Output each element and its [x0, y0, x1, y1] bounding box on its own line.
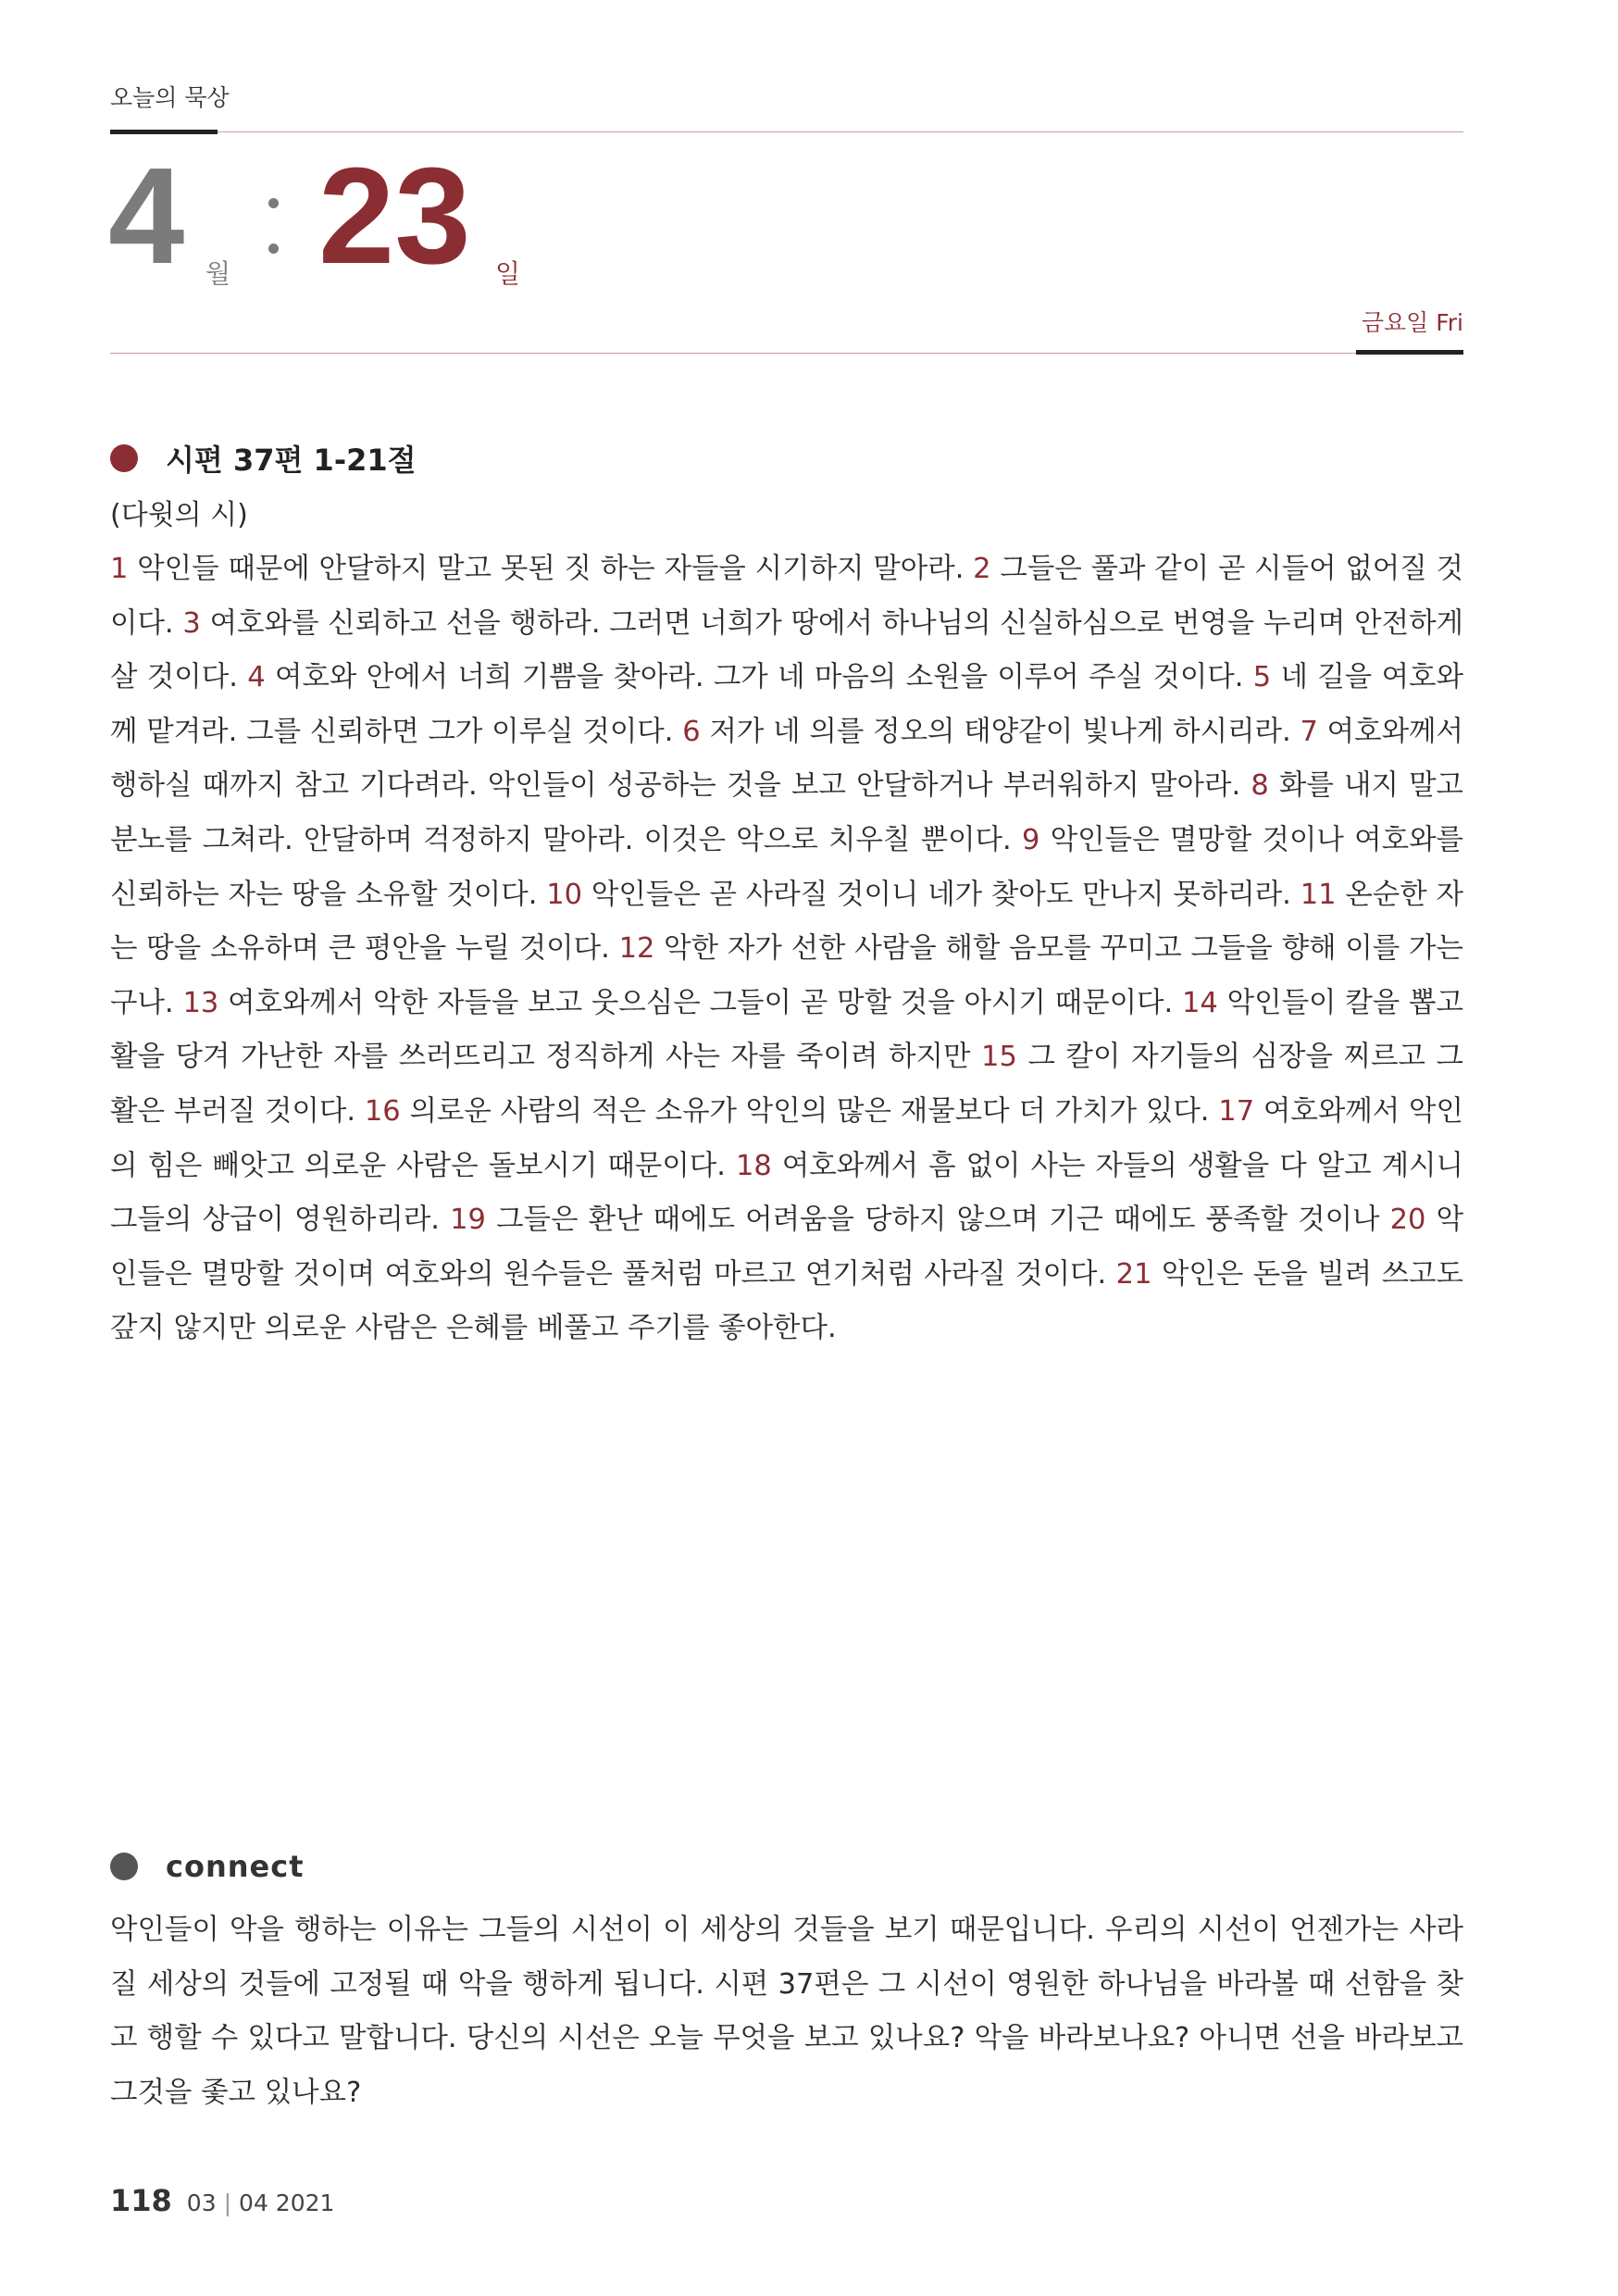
reading-heading	[110, 437, 417, 480]
verse-text: 그 칼이 자기들의 심장을 찌르고 그 활은 부러질 것이다.	[110, 1041, 1463, 1128]
top-rule	[110, 131, 1463, 132]
verse-text: 여호와께서 악한 자들을 보고 웃으심은 그들이 곧 망할 것을 아시기 때문이다.	[228, 986, 1174, 1019]
verse-number: 6	[682, 715, 701, 748]
verse-text: 여호와께서 행하실 때까지 참고 기다려라. 악인들이 성공하는 것을 보고 안달하거나 부러워하지 말아라.	[110, 715, 1463, 803]
reading-title: 시편 37편 1-21절	[166, 443, 417, 478]
day-number: 23	[318, 140, 471, 293]
verse-text: 악인들은 곧 사라질 것이니 네가 찾아도 만나지 못하리라.	[591, 878, 1291, 911]
top-accent-bar	[110, 130, 218, 134]
verse-number: 17	[1218, 1094, 1255, 1128]
verse-text: 그들은 환난 때에도 어려움을 당하지 않으며 기근 때에도 풍족할 것이나	[496, 1204, 1380, 1237]
verse-number: 1	[110, 553, 129, 585]
verse-text: 온순한 자는 땅을 소유하며 큰 평안을 누릴 것이다.	[110, 878, 1463, 966]
verse-number: 19	[450, 1204, 486, 1237]
verse-number: 7	[1300, 715, 1318, 748]
verse-number: 4	[247, 661, 266, 694]
issue-separator: |	[223, 2190, 232, 2216]
verse-text: 네 길을 여호와께 맡겨라. 그를 신뢰하면 그가 이루실 것이다.	[110, 661, 1463, 748]
issue-end: 04 2021	[239, 2190, 335, 2216]
month-number: 4	[108, 140, 185, 293]
verse-number: 5	[1252, 661, 1272, 694]
month-unit: 월	[205, 258, 231, 289]
verse-number: 2	[973, 553, 991, 585]
connect-body: 악인들이 악을 행하는 이유는 그들의 시선이 이 세상의 것들을 보기 때문입니다. 우리의 시선이 언젠가는 사라질 세상의 것들에 고정될 때 악을 행하게 됩니다. 시편 37편은 그 시선이 영원한 하나님을 바라볼 때 선함을 찾고 행할 수 있다고 말합니다. 당신의 시선은 오늘 무엇을 보고 있나요? 악을 바라보나요? 아니면 선을 바라보고 그것을 좇고 있나요?	[110, 1914, 1463, 2109]
issue-start: 03	[186, 2190, 217, 2216]
bullet-icon	[110, 1853, 138, 1880]
verse-text: 여호와께서 악인의 힘은 빼앗고 의로운 사람은 돌보시기 때문이다.	[110, 1094, 1463, 1182]
verse-text: 악인들은 멸망할 것이나 여호와를 신뢰하는 자는 땅을 소유할 것이다.	[110, 823, 1463, 911]
section-label: 오늘의 묵상	[110, 84, 230, 111]
verse-text: 저가 네 의를 정오의 태양같이 빛나게 하시리라.	[709, 715, 1291, 748]
verse-number: 15	[981, 1041, 1017, 1074]
verse-number: 14	[1182, 986, 1218, 1019]
verse-text: 악한 자가 선한 사람을 해할 음모를 꾸미고 그들을 향해 이를 가는구나.	[110, 932, 1463, 1019]
day-unit: 일	[495, 258, 521, 289]
verse-text: 악인들이 칼을 뽑고 활을 당겨 가난한 자를 쓰러뜨리고 정직하게 사는 자를 죽이려 하지만	[110, 986, 1463, 1074]
verse-number: 11	[1300, 878, 1337, 911]
verse-number: 3	[182, 606, 201, 640]
date-colon	[268, 198, 281, 289]
header-divider	[110, 353, 1463, 354]
verse-number: 13	[182, 986, 219, 1019]
page-footer	[110, 2183, 334, 2218]
verses-text	[110, 543, 1463, 1356]
connect-heading	[110, 1849, 304, 1884]
verse-text: 의로운 사람의 적은 소유가 악인의 많은 재물보다 더 가치가 있다.	[409, 1094, 1210, 1128]
verse-number: 18	[735, 1149, 772, 1182]
verse-text: 여호와께서 흠 없이 사는 자들의 생활을 다 알고 계시니 그들의 상급이 영원하리라.	[110, 1149, 1464, 1237]
verse-number: 9	[1022, 823, 1040, 856]
reading-subtitle: (다윗의 시)	[110, 499, 248, 531]
verse-number: 12	[618, 932, 655, 966]
page-number: 118	[110, 2183, 172, 2218]
verse-number: 10	[546, 878, 583, 911]
verse-number: 16	[364, 1094, 401, 1128]
verse-number: 21	[1115, 1257, 1152, 1291]
bullet-icon	[110, 444, 138, 472]
verse-text: 그들은 풀과 같이 곧 시들어 없어질 것이다.	[110, 553, 1463, 640]
verse-text: 여호와 안에서 너희 기쁨을 찾아라. 그가 네 마음의 소원을 이루어 주실 것이다.	[274, 661, 1244, 694]
verse-text: 여호와를 신뢰하고 선을 행하라. 그러면 너희가 땅에서 하나님의 신실하심으로 번영을 누리며 안전하게 살 것이다.	[110, 606, 1463, 694]
verse-text: 악인은 돈을 빌려 쓰고도 갚지 않지만 의로운 사람은 은혜를 베풀고 주기를 좋아한다.	[110, 1257, 1463, 1345]
verse-number: 8	[1251, 769, 1269, 803]
verse-text: 화를 내지 말고 분노를 그쳐라. 안달하며 걱정하지 말아라. 이것은 악으로 치우칠 뿐이다.	[110, 769, 1463, 856]
verse-number: 20	[1389, 1204, 1426, 1237]
connect-title: connect	[166, 1849, 305, 1884]
header-accent-bar	[1356, 350, 1463, 355]
weekday: 금요일 Fri	[1361, 309, 1463, 336]
verse-text: 악인들 때문에 안달하지 말고 못된 짓 하는 자들을 시기하지 말아라.	[137, 553, 965, 585]
verse-text: 악인들은 멸망할 것이며 여호와의 원수들은 풀처럼 마르고 연기처럼 사라질 것이다.	[110, 1204, 1464, 1291]
